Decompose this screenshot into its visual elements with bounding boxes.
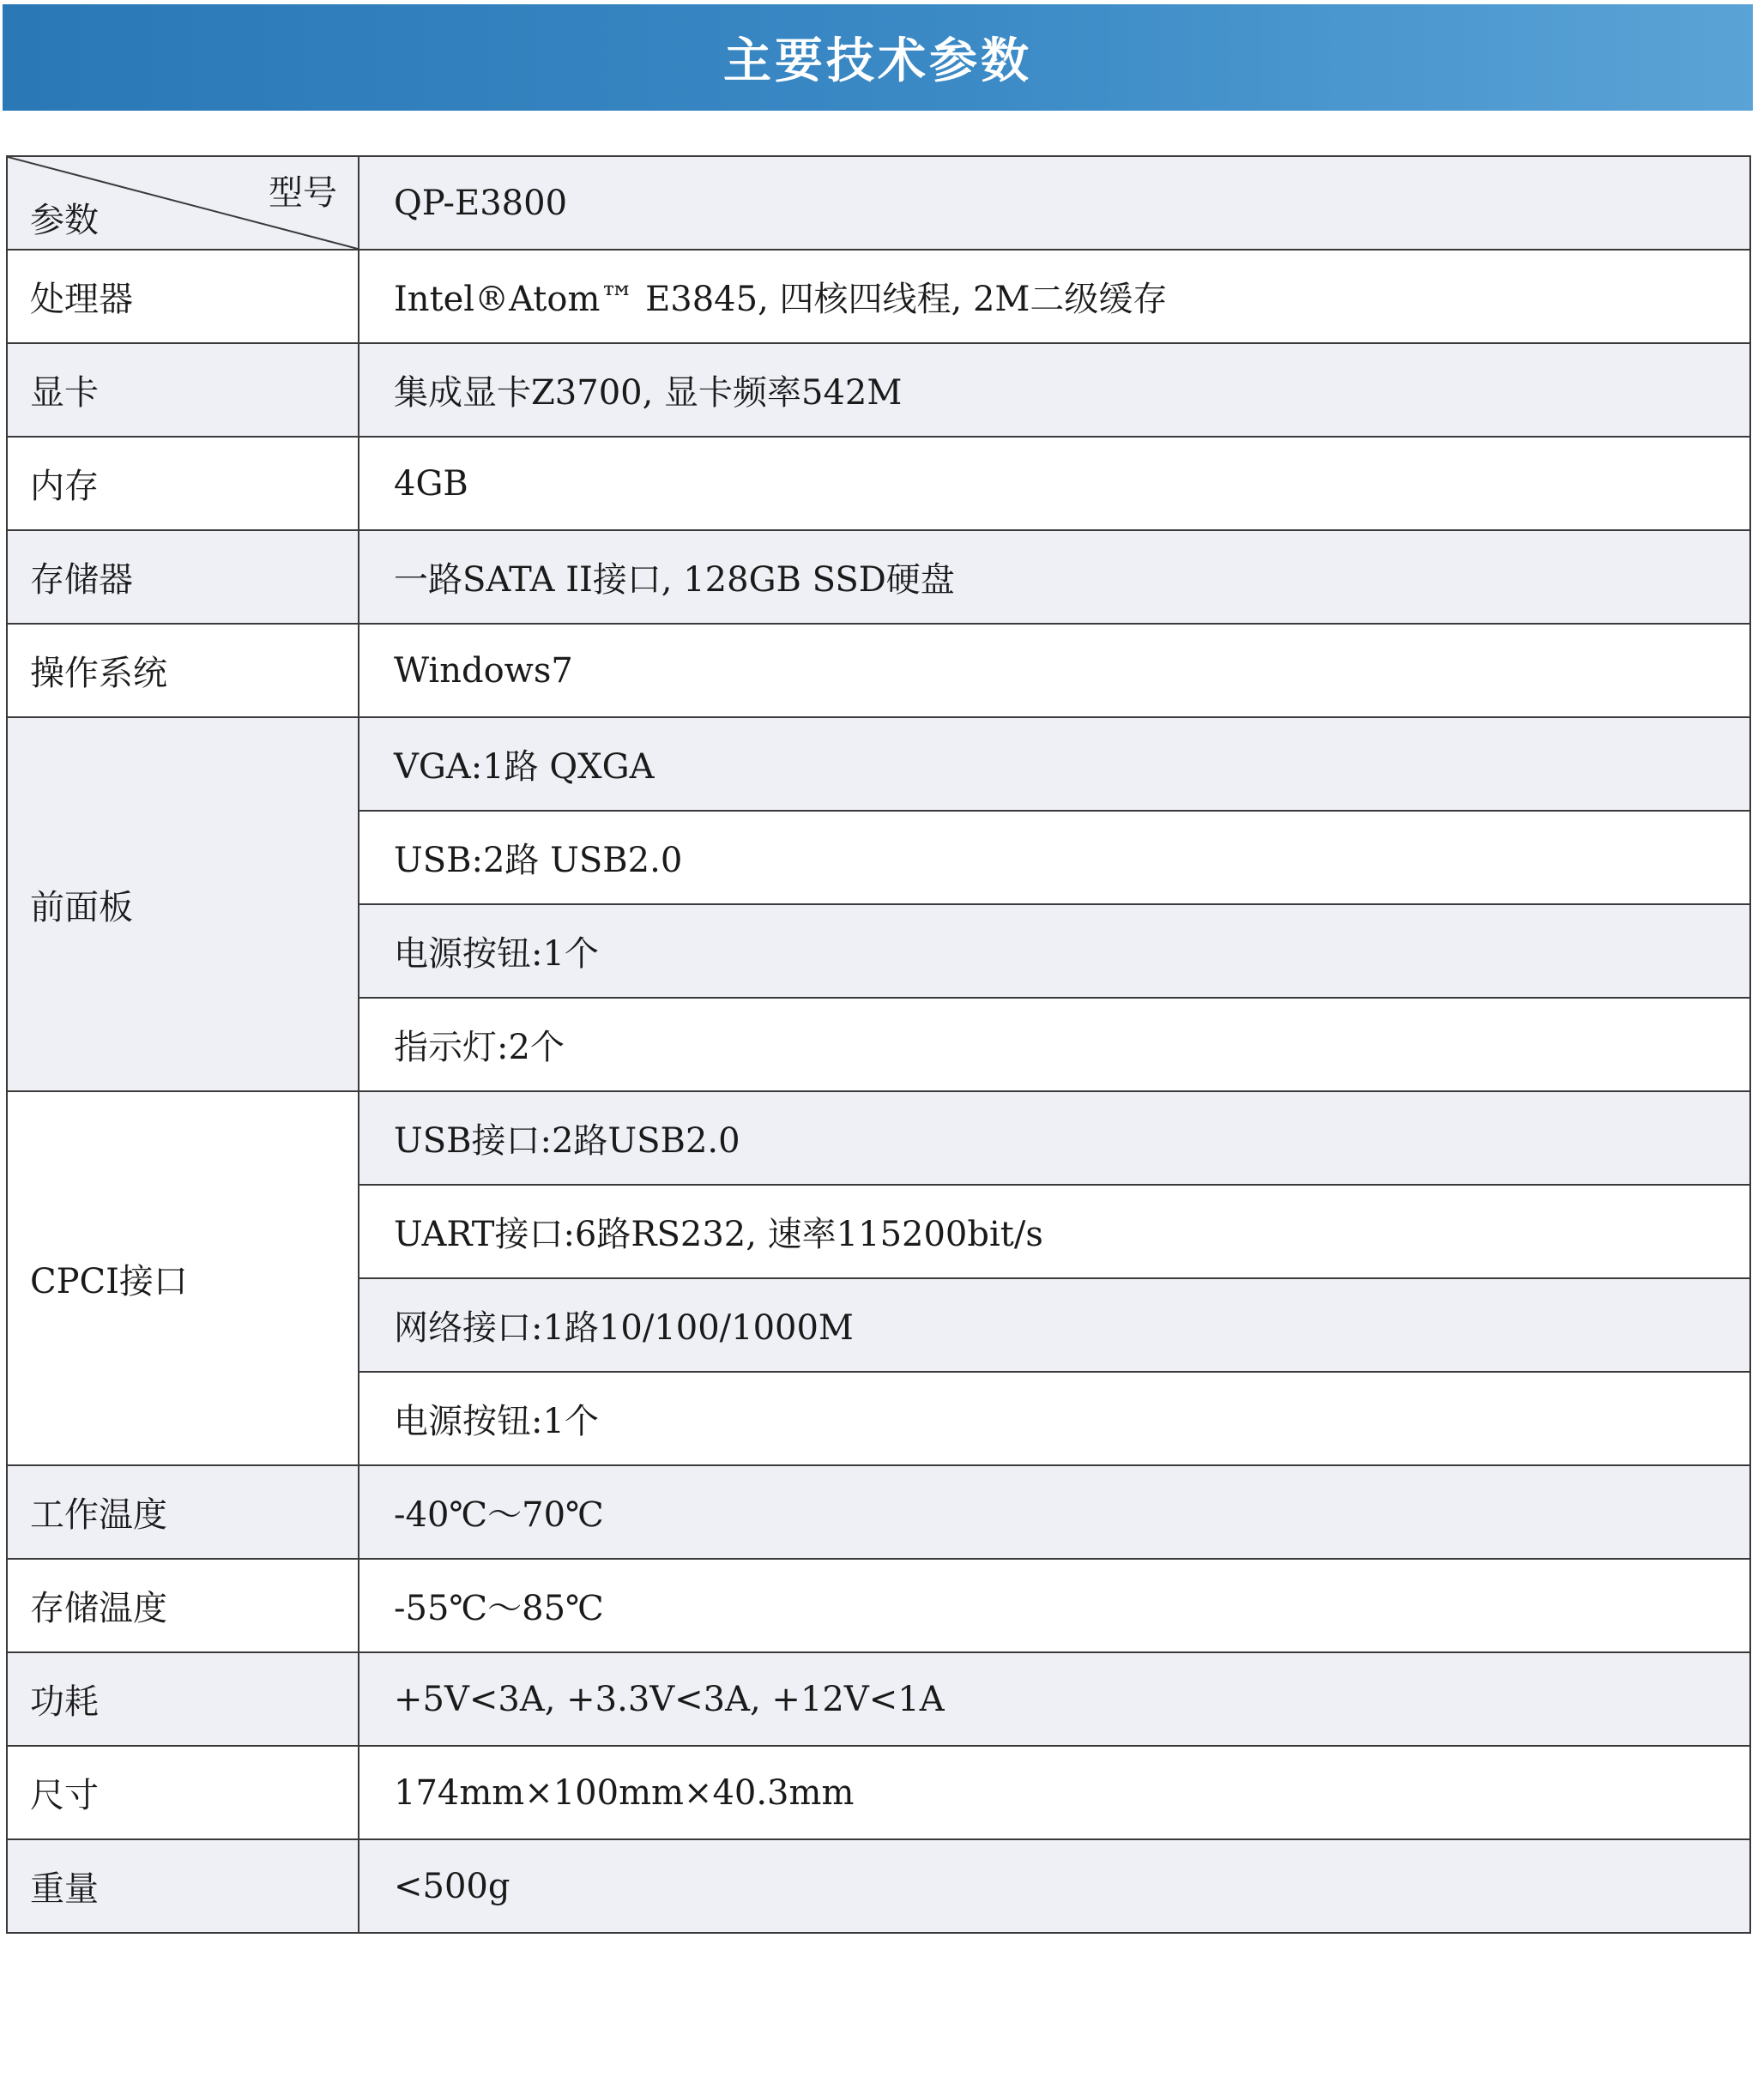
row-label: 前面板: [7, 717, 359, 1091]
row-value: 174mm×100mm×40.3mm: [359, 1746, 1750, 1839]
table-row: [7, 250, 1750, 343]
table-row: [7, 717, 1750, 811]
table-row: [7, 1746, 1750, 1839]
table-row: [7, 1559, 1750, 1652]
row-value: Intel®Atom™ E3845, 四核四线程, 2M二级缓存: [359, 250, 1750, 343]
row-value: Windows7: [359, 624, 1750, 717]
row-value: UART接口:6路RS232, 速率115200bit/s: [359, 1185, 1750, 1278]
row-label: 尺寸: [7, 1746, 359, 1839]
row-label: 功耗: [7, 1652, 359, 1746]
row-label: 重量: [7, 1839, 359, 1933]
diagonal-header-cell: [7, 156, 359, 250]
model-value: QP-E3800: [359, 156, 1750, 250]
row-label: 操作系统: [7, 624, 359, 717]
param-header-label: 参数: [30, 201, 99, 240]
row-value: USB接口:2路USB2.0: [359, 1091, 1750, 1185]
row-value: 集成显卡Z3700, 显卡频率542M: [359, 343, 1750, 437]
page-title: 主要技术参数: [723, 33, 1032, 89]
spec-table: [6, 155, 1751, 1934]
table-row: [7, 530, 1750, 624]
table-row: [7, 1091, 1750, 1185]
row-value: -55℃～85℃: [359, 1559, 1750, 1652]
table-row: [7, 437, 1750, 530]
model-header-label: 型号: [269, 173, 337, 213]
row-value: 电源按钮:1个: [359, 904, 1750, 998]
row-value: -40℃～70℃: [359, 1465, 1750, 1559]
table-row: [7, 1839, 1750, 1933]
row-label: 存储器: [7, 530, 359, 624]
row-label: CPCI接口: [7, 1091, 359, 1465]
row-label: 工作温度: [7, 1465, 359, 1559]
table-row: [7, 624, 1750, 717]
row-value: 一路SATA II接口, 128GB SSD硬盘: [359, 530, 1750, 624]
row-label: 处理器: [7, 250, 359, 343]
row-value: USB:2路 USB2.0: [359, 811, 1750, 904]
table-row: [7, 1465, 1750, 1559]
title-banner: [3, 4, 1753, 111]
table-row: [7, 343, 1750, 437]
row-label: 存储温度: [7, 1559, 359, 1652]
row-value: VGA:1路 QXGA: [359, 717, 1750, 811]
row-label: 显卡: [7, 343, 359, 437]
row-value: +5V<3A, +3.3V<3A, +12V<1A: [359, 1652, 1750, 1746]
row-value: 电源按钮:1个: [359, 1372, 1750, 1465]
table-header-row: [7, 156, 1750, 250]
row-value: <500g: [359, 1839, 1750, 1933]
table-row: [7, 1652, 1750, 1746]
row-value: 4GB: [359, 437, 1750, 530]
row-label: 内存: [7, 437, 359, 530]
row-value: 网络接口:1路10/100/1000M: [359, 1278, 1750, 1372]
row-value: 指示灯:2个: [359, 998, 1750, 1091]
